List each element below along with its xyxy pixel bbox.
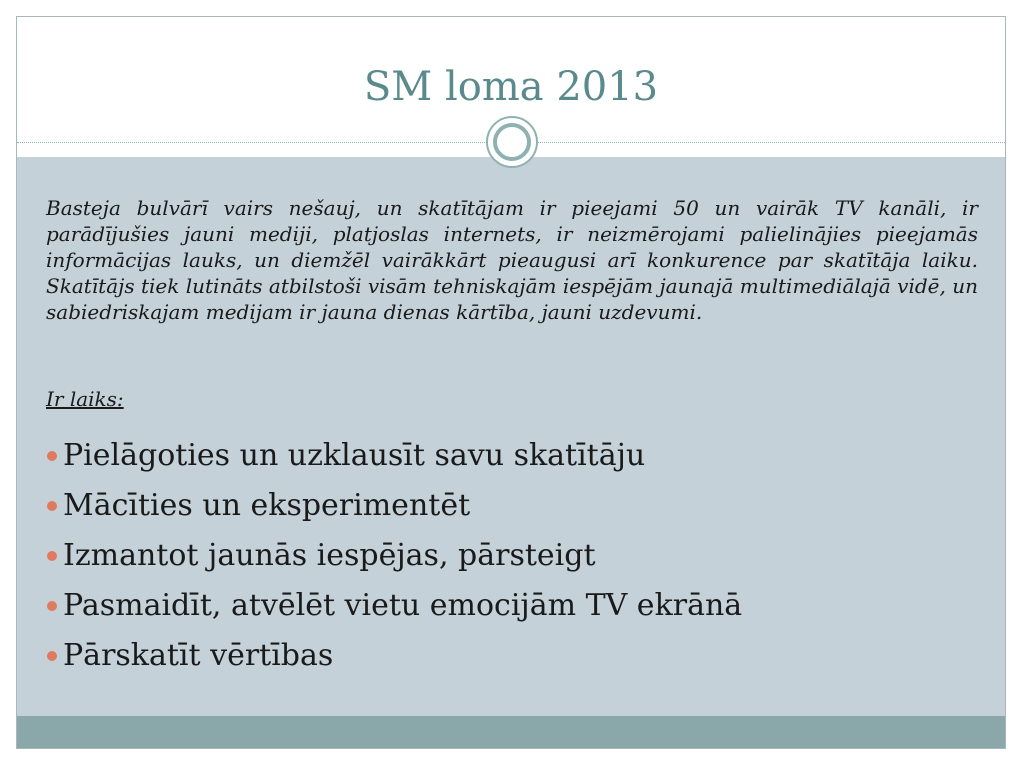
bullet-item	[45, 581, 975, 631]
bullet-text: Pārskatīt vērtības	[63, 638, 334, 673]
bullet-item	[45, 431, 975, 481]
bullet-text: Izmantot jaunās iespējas, pārsteigt	[63, 538, 596, 573]
bullet-icon	[47, 451, 57, 461]
ring-ornament-icon	[486, 116, 538, 168]
bullet-icon	[47, 501, 57, 511]
bullet-item	[45, 481, 975, 531]
bullet-item	[45, 631, 975, 681]
bullet-icon	[47, 651, 57, 661]
bullet-item	[45, 531, 975, 581]
bullet-icon	[47, 551, 57, 561]
bullet-text: Pasmaidīt, atvēlēt vietu emocijām TV ekrānā	[63, 588, 743, 623]
bullet-icon	[47, 601, 57, 611]
bullet-text: Mācīties un eksperimentēt	[63, 488, 471, 523]
footer-band	[17, 716, 1005, 749]
bullet-list	[45, 431, 975, 681]
slide-title: SM loma 2013	[363, 64, 659, 110]
lead-in-label: Ir laiks:	[46, 387, 124, 411]
ring-ornament-inner	[493, 123, 531, 161]
intro-paragraph: Basteja bulvārī vairs nešauj, un skatītājam ir pieejami 50 un vairāk TV kanāli, ir parādījušies jauni mediji, platjoslas internets, ir neizmērojami palielinājies pieejamās informācijas lauks, un diemžēl vairākkārt pieaugusi arī konkurence par skatītāja laiku. Skatītājs tiek lutināts atbilstoši visām tehniskajām iespējām jaunajā multimediālajā vidē, un sabiedriskajam medijam ir jauna dienas kārtība, jauni uzdevumi.	[46, 196, 978, 324]
bullet-text: Pielāgoties un uzklausīt savu skatītāju	[63, 438, 646, 473]
slide	[16, 16, 1006, 749]
